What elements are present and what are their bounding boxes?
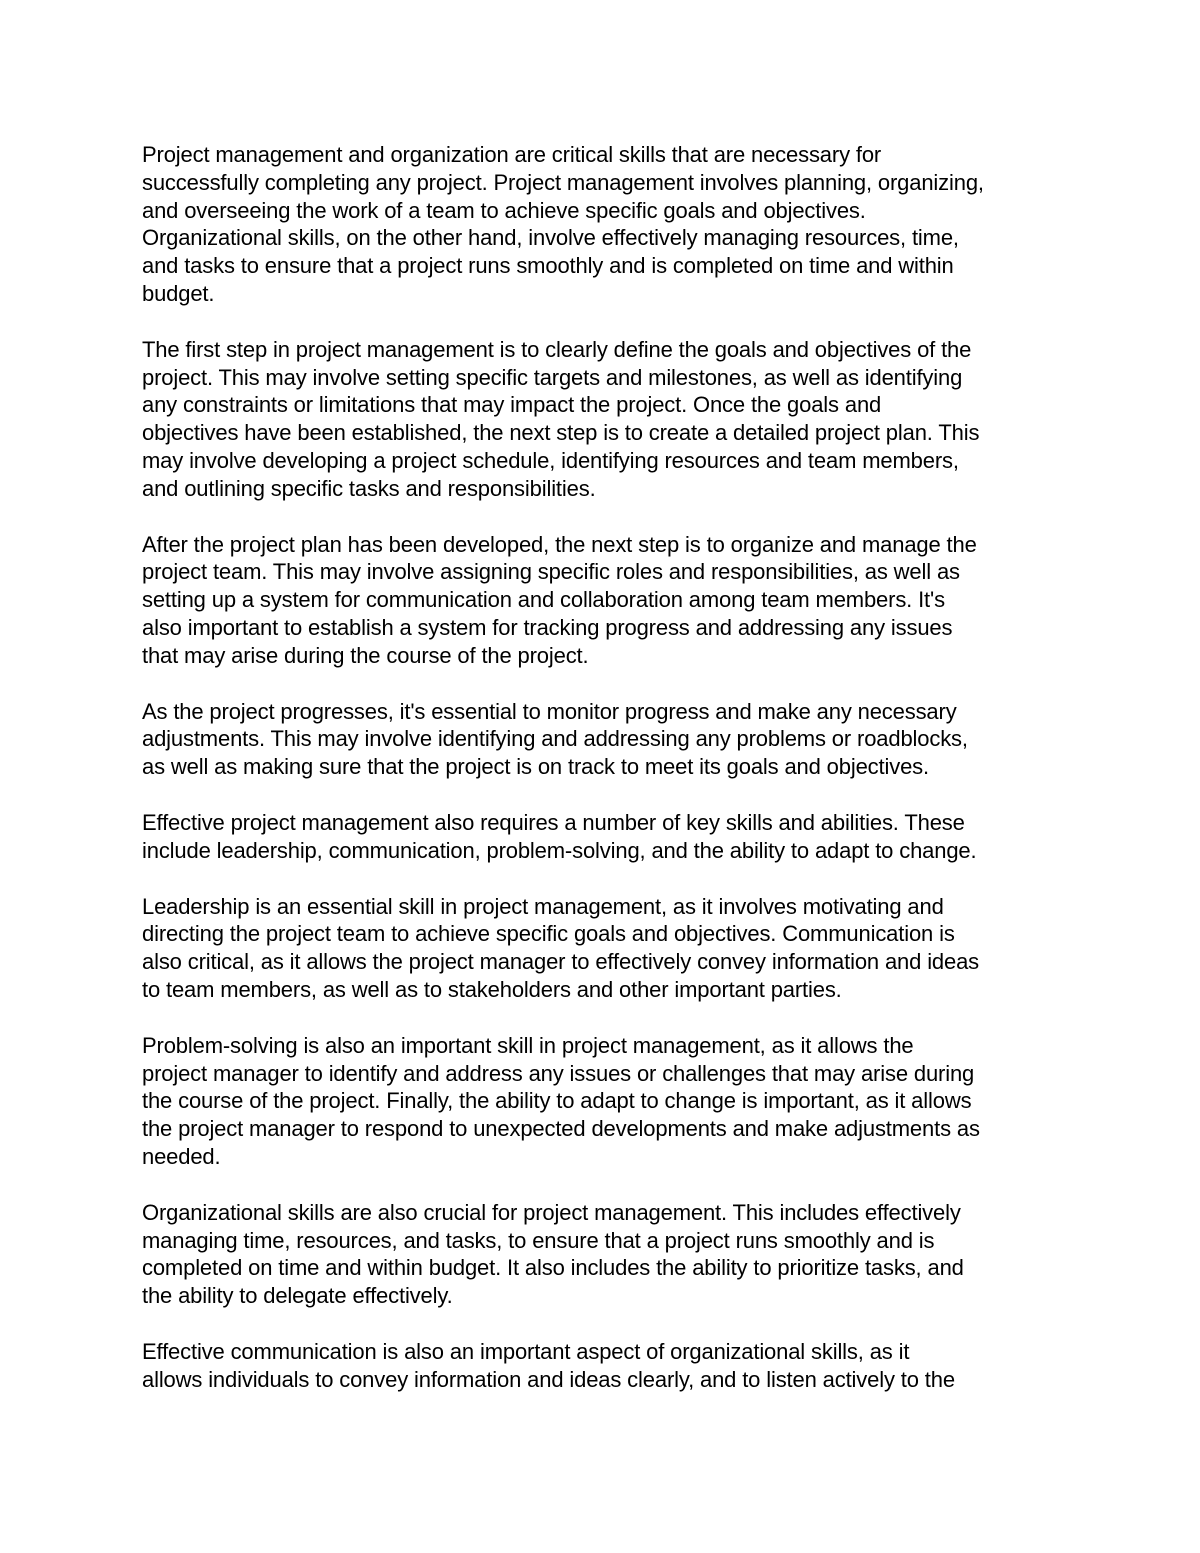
text-line: needed. xyxy=(142,1143,221,1169)
text-line: As the project progresses, it's essential to monitor progress and make any necessary xyxy=(142,698,957,724)
text-line: managing time, resources, and tasks, to ensure that a project runs smoothly and is xyxy=(142,1227,935,1253)
text-line: Organizational skills are also crucial for project management. This includes effectively xyxy=(142,1199,961,1225)
document-body xyxy=(142,141,1072,1421)
paragraph xyxy=(142,809,1072,865)
paragraph xyxy=(142,1338,1072,1394)
text-line: directing the project team to achieve specific goals and objectives. Communication is xyxy=(142,921,955,947)
text-line: may involve developing a project schedule, identifying resources and team members, xyxy=(142,447,959,473)
text-line: successfully completing any project. Project management involves planning, organizing, xyxy=(142,169,984,195)
paragraph xyxy=(142,698,1072,781)
text-line: objectives have been established, the next step is to create a detailed project plan. This xyxy=(142,420,980,446)
text-line: and overseeing the work of a team to achieve specific goals and objectives. xyxy=(142,197,866,223)
text-line: project manager to identify and address any issues or challenges that may arise during xyxy=(142,1060,975,1086)
text-line: include leadership, communication, problem-solving, and the ability to adapt to change. xyxy=(142,837,977,863)
text-line: project. This may involve setting specific targets and milestones, as well as identifying xyxy=(142,364,963,390)
paragraph xyxy=(142,336,1072,503)
paragraph xyxy=(142,1199,1072,1310)
text-line: that may arise during the course of the project. xyxy=(142,642,589,668)
text-line: as well as making sure that the project is on track to meet its goals and objectives. xyxy=(142,754,929,780)
text-line: After the project plan has been developed, the next step is to organize and manage the xyxy=(142,531,977,557)
text-line: project team. This may involve assigning specific roles and responsibilities, as well as xyxy=(142,559,960,585)
text-line: budget. xyxy=(142,280,215,306)
text-line: also important to establish a system for tracking progress and addressing any issues xyxy=(142,614,953,640)
text-line: allows individuals to convey information and ideas clearly, and to listen actively to the xyxy=(142,1366,955,1392)
paragraph xyxy=(142,893,1072,1004)
paragraph xyxy=(142,1032,1072,1171)
paragraph xyxy=(142,141,1072,308)
text-line: the course of the project. Finally, the ability to adapt to change is important, as it allows xyxy=(142,1088,972,1114)
text-line: Leadership is an essential skill in project management, as it involves motivating and xyxy=(142,893,944,919)
text-line: Problem-solving is also an important skill in project management, as it allows the xyxy=(142,1032,914,1058)
text-line: any constraints or limitations that may impact the project. Once the goals and xyxy=(142,392,882,418)
text-line: to team members, as well as to stakeholders and other important parties. xyxy=(142,976,842,1002)
paragraph xyxy=(142,531,1072,670)
text-line: setting up a system for communication and collaboration among team members. It's xyxy=(142,587,945,613)
text-line: and tasks to ensure that a project runs smoothly and is completed on time and within xyxy=(142,253,954,279)
text-line: The first step in project management is to clearly define the goals and objectives of the xyxy=(142,336,972,362)
text-line: also critical, as it allows the project manager to effectively convey information and ideas xyxy=(142,949,980,975)
text-line: Organizational skills, on the other hand, involve effectively managing resources, time, xyxy=(142,225,959,251)
text-line: the project manager to respond to unexpected developments and make adjustments as xyxy=(142,1116,980,1142)
text-line: the ability to delegate effectively. xyxy=(142,1283,453,1309)
text-line: and outlining specific tasks and responsibilities. xyxy=(142,475,596,501)
text-line: completed on time and within budget. It also includes the ability to prioritize tasks, and xyxy=(142,1255,964,1281)
text-line: Project management and organization are critical skills that are necessary for xyxy=(142,142,882,167)
text-line: Effective communication is also an important aspect of organizational skills, as it xyxy=(142,1338,910,1364)
text-line: adjustments. This may involve identifying and addressing any problems or roadblocks, xyxy=(142,726,968,752)
text-line: Effective project management also requires a number of key skills and abilities. These xyxy=(142,809,965,835)
